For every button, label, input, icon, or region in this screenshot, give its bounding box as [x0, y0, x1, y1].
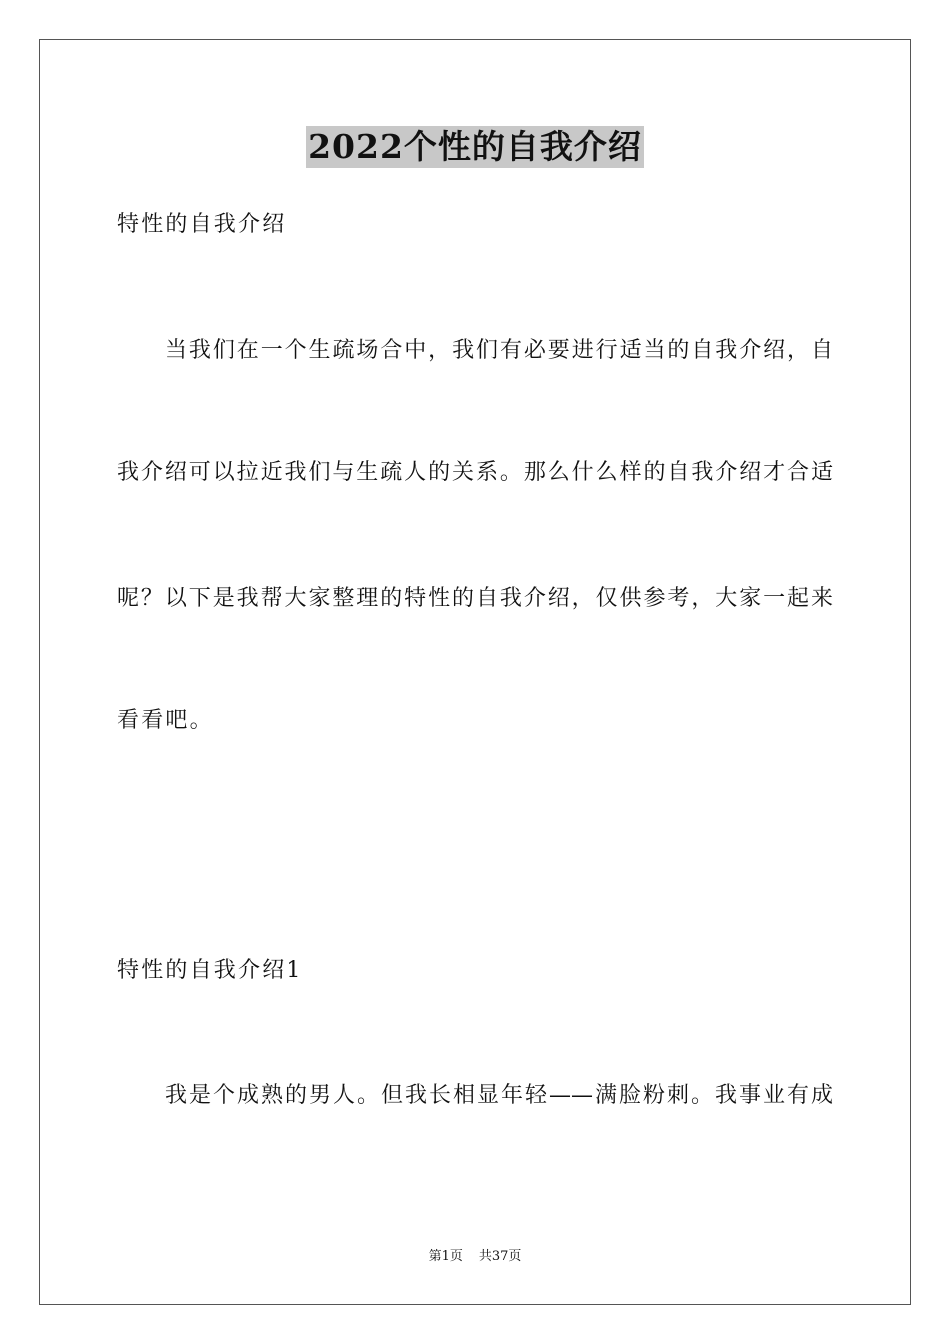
- paragraph-line: 当我们在一个生疏场合中，我们有必要进行适当的自我介绍，自: [165, 338, 833, 363]
- document-title: 2022个性的自我介绍: [308, 127, 642, 166]
- page-footer: [0, 1248, 950, 1266]
- section-heading: 特性的自我介绍1: [117, 958, 303, 983]
- section-heading: 特性的自我介绍: [117, 212, 287, 237]
- paragraph-line: 我是个成熟的男人。但我长相显年轻——满脸粉刺。我事业有成: [165, 1083, 833, 1108]
- paragraph-line: 看看吧。: [117, 708, 214, 733]
- title-container: [0, 126, 950, 168]
- paragraph-line: 我介绍可以拉近我们与生疏人的关系。那么什么样的自我介绍才合适: [117, 460, 833, 485]
- page-number: 第1页: [428, 1249, 463, 1264]
- page-total: 共37页: [478, 1249, 522, 1264]
- paragraph-line: 呢？以下是我帮大家整理的特性的自我介绍，仅供参考，大家一起来: [117, 586, 833, 611]
